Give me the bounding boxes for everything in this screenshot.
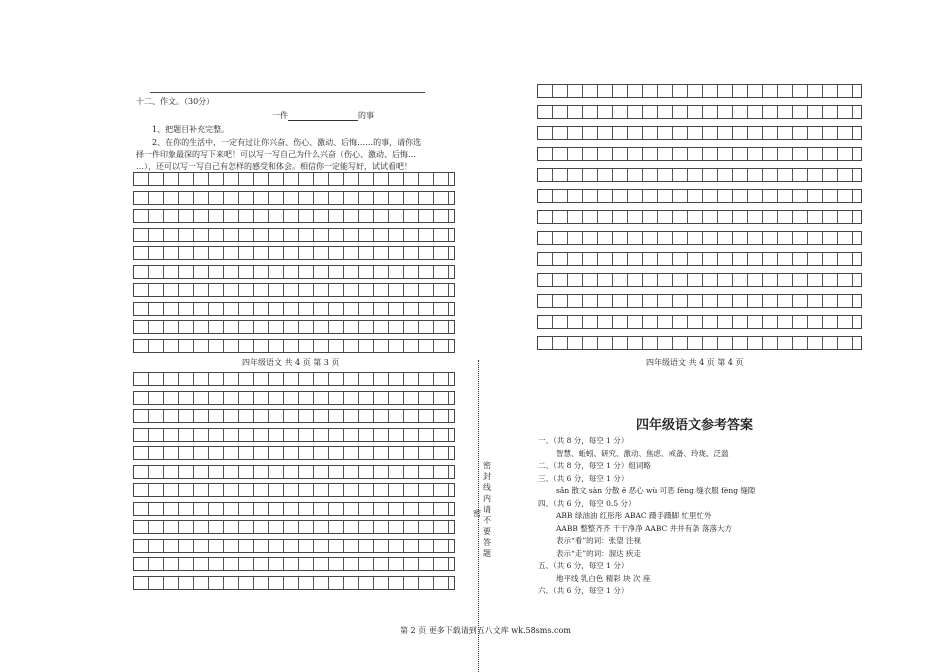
grid-row[interactable] bbox=[133, 372, 455, 386]
instruction-2-line3: …），还可以写一写自己有怎样的感受和体会。相信你一定能写好，试试看吧！ bbox=[136, 162, 412, 171]
answer-line: 地平线 乳白色 精彩 块 次 座 bbox=[556, 573, 651, 583]
seal-char: 不 bbox=[483, 516, 491, 525]
grid-row[interactable] bbox=[133, 539, 455, 553]
grid-row[interactable] bbox=[133, 209, 455, 223]
seal-text bbox=[482, 460, 492, 559]
top-rule bbox=[150, 92, 425, 93]
answer-line: 表示“看”的词：张望 注视 bbox=[556, 536, 642, 545]
answers-title: 四年级语文参考答案 bbox=[636, 418, 754, 433]
composition-grid-right[interactable] bbox=[537, 84, 862, 354]
seal-char: 线 bbox=[483, 483, 491, 492]
left-page-footer: 四年级语文 共 4 页 第 3 页 bbox=[242, 358, 340, 367]
grid-row[interactable] bbox=[133, 520, 455, 534]
instruction-2-line1: 2、在你的生活中，一定有过让你兴奋、伤心、激动、后悔……的事，请你选 bbox=[152, 138, 422, 147]
grid-row[interactable] bbox=[133, 228, 455, 242]
answer-line: 一、（共 8 分，每空 1 分） bbox=[538, 436, 629, 445]
grid-row[interactable] bbox=[133, 391, 455, 405]
grid-row[interactable] bbox=[133, 265, 455, 279]
grid-row[interactable] bbox=[133, 502, 455, 516]
bottom-footer: 第 2 页 更多下载请到五八文库 wk.58sms.com bbox=[400, 626, 571, 635]
section-title: 十二、作文。（30分） bbox=[136, 97, 215, 106]
grid-row[interactable] bbox=[133, 320, 455, 334]
grid-row[interactable] bbox=[537, 189, 862, 203]
grid-row[interactable] bbox=[133, 428, 455, 442]
answer-list bbox=[538, 435, 755, 598]
seal-char: 要 bbox=[483, 527, 491, 536]
essay-topic bbox=[272, 111, 374, 121]
composition-grid-left-lower[interactable] bbox=[133, 372, 455, 597]
grid-row[interactable] bbox=[537, 147, 862, 161]
seal-side-char: 密 bbox=[473, 509, 481, 518]
answer-line: 二、（共 8 分，每空 1 分）组词略 bbox=[538, 461, 651, 470]
grid-row[interactable] bbox=[537, 168, 862, 182]
grid-row[interactable] bbox=[537, 84, 862, 98]
grid-row[interactable] bbox=[133, 339, 455, 353]
seal-char: 请 bbox=[483, 505, 491, 514]
answer-line: ABB 绿油油 红彤彤 ABAC 蹑手蹑脚 忙里忙外 bbox=[556, 511, 712, 520]
grid-row[interactable] bbox=[133, 246, 455, 260]
topic-prefix: 一件 bbox=[272, 111, 288, 120]
answer-line: 四、（共 6 分，每空 0.5 分） bbox=[538, 498, 636, 508]
answer-line: 六、（共 6 分，每空 1 分） bbox=[538, 586, 629, 595]
grid-row[interactable] bbox=[537, 210, 862, 224]
grid-row[interactable] bbox=[133, 576, 455, 590]
right-page-footer: 四年级语文 共 4 页 第 4 页 bbox=[646, 358, 744, 367]
answer-line: sǎn 散文 sàn 分散 ě 恶心 wù 可恶 fèng 缝衣服 fèng 缝隙 bbox=[556, 486, 756, 495]
grid-row[interactable] bbox=[133, 446, 455, 460]
grid-row[interactable] bbox=[133, 302, 455, 316]
grid-row[interactable] bbox=[133, 483, 455, 497]
grid-row[interactable] bbox=[133, 172, 455, 186]
seal-char: 密 bbox=[483, 461, 491, 470]
answer-line: AABB 整整齐齐 干干净净 AABC 井井有条 落落大方 bbox=[556, 523, 732, 533]
grid-row[interactable] bbox=[537, 105, 862, 119]
topic-blank[interactable] bbox=[288, 112, 358, 121]
grid-row[interactable] bbox=[537, 231, 862, 245]
grid-row[interactable] bbox=[133, 557, 455, 571]
answer-line: 三、（共 6 分，每空 1 分） bbox=[538, 473, 629, 483]
grid-row[interactable] bbox=[537, 273, 862, 287]
grid-row[interactable] bbox=[133, 191, 455, 205]
seal-char: 答 bbox=[483, 538, 491, 547]
grid-row[interactable] bbox=[537, 315, 862, 329]
grid-row[interactable] bbox=[537, 336, 862, 350]
seal-char: 题 bbox=[483, 549, 491, 558]
grid-row[interactable] bbox=[133, 409, 455, 423]
answer-line: 表示“走”的词：溜达 疾走 bbox=[556, 548, 642, 558]
answer-line: 智慧、蚯蚓、研究、激动、焦虑、戒备、玲珑、泛滥 bbox=[556, 448, 729, 458]
seal-char: 内 bbox=[483, 494, 491, 503]
topic-suffix: 的事 bbox=[358, 111, 374, 120]
instruction-2-line2: 择一件印象最深的写下来吧！可以写一写自己为什么兴奋（伤心、激动、后悔… bbox=[136, 150, 416, 159]
seal-char: 封 bbox=[483, 472, 491, 481]
grid-row[interactable] bbox=[133, 283, 455, 297]
grid-row[interactable] bbox=[133, 465, 455, 479]
composition-grid-left-upper[interactable] bbox=[133, 172, 455, 357]
grid-row[interactable] bbox=[537, 126, 862, 140]
grid-row[interactable] bbox=[537, 252, 862, 266]
grid-row[interactable] bbox=[537, 294, 862, 308]
instruction-1: 1、把题目补充完整。 bbox=[152, 125, 230, 134]
answer-line: 五、（共 6 分，每空 1 分） bbox=[538, 561, 629, 570]
